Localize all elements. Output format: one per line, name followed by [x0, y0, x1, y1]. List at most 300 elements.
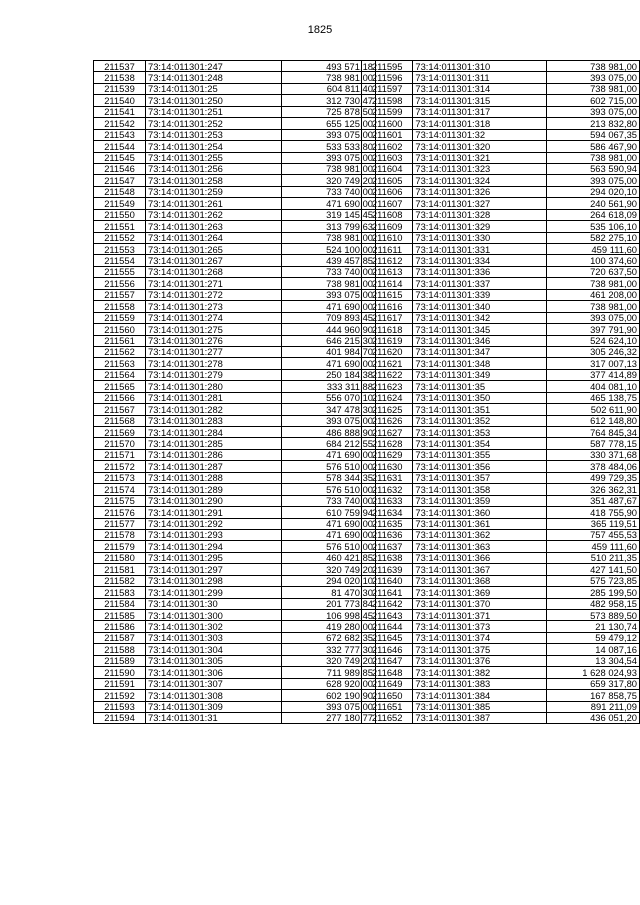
- row-number-cell: 211606: [362, 186, 413, 197]
- value-cell: 738 981,00: [282, 278, 376, 289]
- value-cell: 333 311,88: [282, 381, 376, 392]
- cadastral-number-cell: 73:14:011301:351: [413, 404, 547, 415]
- cadastral-number-cell: 73:14:011301:290: [146, 495, 282, 506]
- cadastral-number-cell: 73:14:011301:256: [146, 163, 282, 174]
- row-number-cell: 211608: [362, 209, 413, 220]
- row-number-cell: 211587: [94, 632, 146, 643]
- cadastral-number-cell: 73:14:011301:329: [413, 221, 547, 232]
- cadastral-number-cell: 73:14:011301:358: [413, 484, 547, 495]
- value-cell: 471 690,00: [282, 449, 376, 460]
- cadastral-number-cell: 73:14:011301:247: [146, 61, 282, 72]
- row-number-cell: 211636: [362, 529, 413, 540]
- cadastral-number-cell: 73:14:011301:294: [146, 541, 282, 552]
- table-row: [94, 369, 376, 380]
- row-number-cell: 211581: [94, 564, 146, 575]
- value-cell: 576 510,00: [282, 461, 376, 472]
- table-row: [362, 404, 640, 415]
- row-number-cell: 211593: [94, 701, 146, 712]
- table-row: [94, 358, 376, 369]
- table-row: [94, 472, 376, 483]
- table-row: [94, 312, 376, 323]
- cadastral-number-cell: 73:14:011301:267: [146, 255, 282, 266]
- cadastral-number-cell: 73:14:011301:366: [413, 552, 547, 563]
- cadastral-number-cell: 73:14:011301:307: [146, 678, 282, 689]
- value-cell: 81 470,30: [282, 587, 376, 598]
- row-number-cell: 211630: [362, 461, 413, 472]
- cadastral-number-cell: 73:14:011301:300: [146, 610, 282, 621]
- value-cell: 575 723,85: [547, 575, 640, 586]
- table-row: [94, 484, 376, 495]
- value-cell: 240 561,90: [547, 198, 640, 209]
- table-row: [94, 301, 376, 312]
- value-cell: 404 081,10: [547, 381, 640, 392]
- cadastral-number-cell: 73:14:011301:274: [146, 312, 282, 323]
- cadastral-number-cell: 73:14:011301:287: [146, 461, 282, 472]
- table-row: [94, 175, 376, 186]
- cadastral-number-cell: 73:14:011301:346: [413, 335, 547, 346]
- cadastral-number-cell: 73:14:011301:265: [146, 244, 282, 255]
- row-number-cell: 211614: [362, 278, 413, 289]
- table-row: [362, 484, 640, 495]
- row-number-cell: 211565: [94, 381, 146, 392]
- row-number-cell: 211604: [362, 163, 413, 174]
- row-number-cell: 211621: [362, 358, 413, 369]
- cadastral-number-cell: 73:14:011301:363: [413, 541, 547, 552]
- row-number-cell: 211585: [94, 610, 146, 621]
- table-row: [94, 255, 376, 266]
- value-cell: 524 624,10: [547, 335, 640, 346]
- value-cell: 738 981,00: [547, 152, 640, 163]
- value-cell: 738 981,00: [282, 232, 376, 243]
- value-cell: 277 180,77: [282, 712, 376, 723]
- row-number-cell: 211611: [362, 244, 413, 255]
- cadastral-number-cell: 73:14:011301:367: [413, 564, 547, 575]
- row-number-cell: 211583: [94, 587, 146, 598]
- table-row: [94, 221, 376, 232]
- value-cell: 533 533,80: [282, 141, 376, 152]
- table-row: [94, 667, 376, 678]
- value-cell: 659 317,80: [547, 678, 640, 689]
- cadastral-number-cell: 73:14:011301:264: [146, 232, 282, 243]
- table-row: [94, 644, 376, 655]
- cadastral-number-cell: 73:14:011301:382: [413, 667, 547, 678]
- cadastral-number-cell: 73:14:011301:32: [413, 129, 547, 140]
- cadastral-number-cell: 73:14:011301:298: [146, 575, 282, 586]
- row-number-cell: 211542: [94, 118, 146, 129]
- cadastral-number-cell: 73:14:011301:368: [413, 575, 547, 586]
- table-row: [362, 644, 640, 655]
- row-number-cell: 211605: [362, 175, 413, 186]
- value-cell: 317 007,13: [547, 358, 640, 369]
- table-row: [94, 335, 376, 346]
- cadastral-number-cell: 73:14:011301:281: [146, 392, 282, 403]
- row-number-cell: 211578: [94, 529, 146, 540]
- cadastral-number-cell: 73:14:011301:331: [413, 244, 547, 255]
- row-number-cell: 211568: [94, 415, 146, 426]
- value-cell: 510 211,35: [547, 552, 640, 563]
- value-cell: 499 729,35: [547, 472, 640, 483]
- table-row: [94, 701, 376, 712]
- table-row: [94, 529, 376, 540]
- row-number-cell: 211603: [362, 152, 413, 163]
- cadastral-number-cell: 73:14:011301:347: [413, 346, 547, 357]
- cadastral-number-cell: 73:14:011301:340: [413, 301, 547, 312]
- value-cell: 891 211,09: [547, 701, 640, 712]
- value-cell: 738 981,00: [547, 301, 640, 312]
- value-cell: 738 981,00: [547, 278, 640, 289]
- row-number-cell: 211613: [362, 266, 413, 277]
- cadastral-number-cell: 73:14:011301:375: [413, 644, 547, 655]
- cadastral-number-cell: 73:14:011301:352: [413, 415, 547, 426]
- value-cell: 167 858,75: [547, 690, 640, 701]
- row-number-cell: 211557: [94, 289, 146, 300]
- table-row: [362, 461, 640, 472]
- table-row: [362, 106, 640, 117]
- right-register-table: [361, 60, 640, 724]
- value-cell: 459 111,60: [547, 541, 640, 552]
- table-row: [94, 61, 376, 72]
- value-cell: 418 755,90: [547, 507, 640, 518]
- table-row: [362, 712, 640, 723]
- row-number-cell: 211601: [362, 129, 413, 140]
- table-row: [362, 552, 640, 563]
- row-number-cell: 211584: [94, 598, 146, 609]
- cadastral-number-cell: 73:14:011301:291: [146, 507, 282, 518]
- value-cell: 305 246,32: [547, 346, 640, 357]
- cadastral-number-cell: 73:14:011301:254: [146, 141, 282, 152]
- value-cell: 612 148,80: [547, 415, 640, 426]
- value-cell: 320 749,20: [282, 175, 376, 186]
- cadastral-number-cell: 73:14:011301:371: [413, 610, 547, 621]
- table-row: [362, 175, 640, 186]
- table-row: [362, 266, 640, 277]
- table-row: [94, 129, 376, 140]
- cadastral-number-cell: 73:14:011301:272: [146, 289, 282, 300]
- cadastral-number-cell: 73:14:011301:250: [146, 95, 282, 106]
- row-number-cell: 211646: [362, 644, 413, 655]
- table-row: [362, 632, 640, 643]
- value-cell: 610 759,94: [282, 507, 376, 518]
- cadastral-number-cell: 73:14:011301:355: [413, 449, 547, 460]
- value-cell: 332 777,30: [282, 644, 376, 655]
- table-row: [362, 72, 640, 83]
- row-number-cell: 211625: [362, 404, 413, 415]
- value-cell: 733 740,00: [282, 495, 376, 506]
- row-number-cell: 211618: [362, 324, 413, 335]
- cadastral-number-cell: 73:14:011301:268: [146, 266, 282, 277]
- cadastral-number-cell: 73:14:011301:345: [413, 324, 547, 335]
- value-cell: 576 510,00: [282, 484, 376, 495]
- value-cell: 201 773,84: [282, 598, 376, 609]
- cadastral-number-cell: 73:14:011301:385: [413, 701, 547, 712]
- row-number-cell: 211649: [362, 678, 413, 689]
- table-row: [94, 541, 376, 552]
- table-row: [362, 610, 640, 621]
- value-cell: 393 075,00: [282, 152, 376, 163]
- value-cell: 738 981,00: [282, 163, 376, 174]
- value-cell: 461 208,00: [547, 289, 640, 300]
- cadastral-number-cell: 73:14:011301:271: [146, 278, 282, 289]
- table-row: [94, 587, 376, 598]
- row-number-cell: 211559: [94, 312, 146, 323]
- cadastral-number-cell: 73:14:011301:361: [413, 518, 547, 529]
- row-number-cell: 211624: [362, 392, 413, 403]
- value-cell: 764 845,34: [547, 427, 640, 438]
- row-number-cell: 211629: [362, 449, 413, 460]
- cadastral-number-cell: 73:14:011301:310: [413, 61, 547, 72]
- row-number-cell: 211551: [94, 221, 146, 232]
- table-row: [94, 152, 376, 163]
- value-cell: 738 981,00: [547, 61, 640, 72]
- table-row: [94, 610, 376, 621]
- table-row: [362, 346, 640, 357]
- table-row: [362, 381, 640, 392]
- table-row: [362, 678, 640, 689]
- value-cell: 733 740,00: [282, 186, 376, 197]
- cadastral-number-cell: 73:14:011301:251: [146, 106, 282, 117]
- value-cell: 602 190,90: [282, 690, 376, 701]
- cadastral-number-cell: 73:14:011301:309: [146, 701, 282, 712]
- table-row: [94, 678, 376, 689]
- table-row: [94, 83, 376, 94]
- value-cell: 213 832,80: [547, 118, 640, 129]
- table-row: [94, 198, 376, 209]
- value-cell: 493 571,18: [282, 61, 376, 72]
- row-number-cell: 211599: [362, 106, 413, 117]
- row-number-cell: 211571: [94, 449, 146, 460]
- value-cell: 378 484,06: [547, 461, 640, 472]
- value-cell: 21 130,74: [547, 621, 640, 632]
- table-row: [362, 415, 640, 426]
- value-cell: 347 478,30: [282, 404, 376, 415]
- cadastral-number-cell: 73:14:011301:259: [146, 186, 282, 197]
- value-cell: 471 690,00: [282, 198, 376, 209]
- cadastral-number-cell: 73:14:011301:30: [146, 598, 282, 609]
- value-cell: 13 304,54: [547, 655, 640, 666]
- cadastral-number-cell: 73:14:011301:35: [413, 381, 547, 392]
- row-number-cell: 211648: [362, 667, 413, 678]
- table-row: [94, 712, 376, 723]
- cadastral-number-cell: 73:14:011301:302: [146, 621, 282, 632]
- value-cell: 586 467,90: [547, 141, 640, 152]
- cadastral-number-cell: 73:14:011301:261: [146, 198, 282, 209]
- cadastral-number-cell: 73:14:011301:285: [146, 438, 282, 449]
- table-row: [362, 61, 640, 72]
- row-number-cell: 211632: [362, 484, 413, 495]
- cadastral-number-cell: 73:14:011301:339: [413, 289, 547, 300]
- value-cell: 294 020,10: [282, 575, 376, 586]
- value-cell: 738 981,00: [547, 83, 640, 94]
- cadastral-number-cell: 73:14:011301:327: [413, 198, 547, 209]
- row-number-cell: 211556: [94, 278, 146, 289]
- table-row: [94, 346, 376, 357]
- row-number-cell: 211610: [362, 232, 413, 243]
- cadastral-number-cell: 73:14:011301:278: [146, 358, 282, 369]
- row-number-cell: 211576: [94, 507, 146, 518]
- row-number-cell: 211609: [362, 221, 413, 232]
- table-row: [94, 244, 376, 255]
- cadastral-number-cell: 73:14:011301:360: [413, 507, 547, 518]
- table-row: [362, 289, 640, 300]
- table-row: [94, 392, 376, 403]
- cadastral-number-cell: 73:14:011301:320: [413, 141, 547, 152]
- table-row: [94, 141, 376, 152]
- value-cell: 502 611,90: [547, 404, 640, 415]
- row-number-cell: 211644: [362, 621, 413, 632]
- value-cell: 646 215,30: [282, 335, 376, 346]
- table-row: [362, 438, 640, 449]
- row-number-cell: 211562: [94, 346, 146, 357]
- value-cell: 312 730,47: [282, 95, 376, 106]
- cadastral-number-cell: 73:14:011301:370: [413, 598, 547, 609]
- value-cell: 535 106,10: [547, 221, 640, 232]
- value-cell: 578 344,35: [282, 472, 376, 483]
- value-cell: 471 690,00: [282, 518, 376, 529]
- row-number-cell: 211623: [362, 381, 413, 392]
- row-number-cell: 211596: [362, 72, 413, 83]
- cadastral-number-cell: 73:14:011301:337: [413, 278, 547, 289]
- table-row: [362, 655, 640, 666]
- row-number-cell: 211572: [94, 461, 146, 472]
- row-number-cell: 211617: [362, 312, 413, 323]
- cadastral-number-cell: 73:14:011301:369: [413, 587, 547, 598]
- cadastral-number-cell: 73:14:011301:342: [413, 312, 547, 323]
- table-row: [94, 163, 376, 174]
- table-row: [362, 587, 640, 598]
- row-number-cell: 211579: [94, 541, 146, 552]
- table-row: [362, 369, 640, 380]
- table-row: [94, 266, 376, 277]
- row-number-cell: 211620: [362, 346, 413, 357]
- table-row: [94, 518, 376, 529]
- cadastral-number-cell: 73:14:011301:315: [413, 95, 547, 106]
- cadastral-number-cell: 73:14:011301:255: [146, 152, 282, 163]
- cadastral-number-cell: 73:14:011301:292: [146, 518, 282, 529]
- value-cell: 330 371,68: [547, 449, 640, 460]
- value-cell: 602 715,00: [547, 95, 640, 106]
- row-number-cell: 211643: [362, 610, 413, 621]
- value-cell: 320 749,20: [282, 655, 376, 666]
- table-row: [94, 106, 376, 117]
- table-row: [362, 163, 640, 174]
- cadastral-number-cell: 73:14:011301:317: [413, 106, 547, 117]
- cadastral-number-cell: 73:14:011301:323: [413, 163, 547, 174]
- table-row: [362, 198, 640, 209]
- table-row: [94, 621, 376, 632]
- row-number-cell: 211607: [362, 198, 413, 209]
- table-row: [362, 95, 640, 106]
- table-row: [94, 507, 376, 518]
- table-row: [94, 72, 376, 83]
- table-row: [362, 152, 640, 163]
- table-row: [94, 278, 376, 289]
- cadastral-number-cell: 73:14:011301:359: [413, 495, 547, 506]
- value-cell: 100 374,60: [547, 255, 640, 266]
- value-cell: 757 455,53: [547, 529, 640, 540]
- cadastral-number-cell: 73:14:011301:376: [413, 655, 547, 666]
- cadastral-number-cell: 73:14:011301:374: [413, 632, 547, 643]
- row-number-cell: 211582: [94, 575, 146, 586]
- cadastral-number-cell: 73:14:011301:282: [146, 404, 282, 415]
- table-row: [94, 495, 376, 506]
- table-row: [362, 529, 640, 540]
- table-row: [362, 690, 640, 701]
- row-number-cell: 211580: [94, 552, 146, 563]
- value-cell: 439 457,85: [282, 255, 376, 266]
- value-cell: 313 799,63: [282, 221, 376, 232]
- value-cell: 459 111,60: [547, 244, 640, 255]
- value-cell: 573 889,50: [547, 610, 640, 621]
- table-row: [362, 186, 640, 197]
- row-number-cell: 211569: [94, 427, 146, 438]
- value-cell: 393 075,00: [282, 415, 376, 426]
- row-number-cell: 211586: [94, 621, 146, 632]
- cadastral-number-cell: 73:14:011301:297: [146, 564, 282, 575]
- table-row: [94, 461, 376, 472]
- table-row: [94, 552, 376, 563]
- value-cell: 684 212,55: [282, 438, 376, 449]
- row-number-cell: 211640: [362, 575, 413, 586]
- cadastral-number-cell: 73:14:011301:336: [413, 266, 547, 277]
- value-cell: 672 682,35: [282, 632, 376, 643]
- value-cell: 351 487,67: [547, 495, 640, 506]
- value-cell: 471 690,00: [282, 358, 376, 369]
- value-cell: 465 138,75: [547, 392, 640, 403]
- row-number-cell: 211550: [94, 209, 146, 220]
- table-row: [362, 564, 640, 575]
- value-cell: 1 628 024,93: [547, 667, 640, 678]
- value-cell: 264 618,09: [547, 209, 640, 220]
- value-cell: 393 075,00: [547, 72, 640, 83]
- row-number-cell: 211626: [362, 415, 413, 426]
- table-row: [362, 495, 640, 506]
- cadastral-number-cell: 73:14:011301:311: [413, 72, 547, 83]
- value-cell: 460 421,85: [282, 552, 376, 563]
- value-cell: 720 637,50: [547, 266, 640, 277]
- row-number-cell: 211554: [94, 255, 146, 266]
- table-row: [362, 324, 640, 335]
- cadastral-number-cell: 73:14:011301:275: [146, 324, 282, 335]
- cadastral-number-cell: 73:14:011301:348: [413, 358, 547, 369]
- table-row: [362, 301, 640, 312]
- value-cell: 709 893,45: [282, 312, 376, 323]
- table-row: [362, 598, 640, 609]
- row-number-cell: 211635: [362, 518, 413, 529]
- table-row: [362, 358, 640, 369]
- row-number-cell: 211566: [94, 392, 146, 403]
- table-row: [94, 690, 376, 701]
- cadastral-number-cell: 73:14:011301:273: [146, 301, 282, 312]
- table-row: [94, 404, 376, 415]
- table-row: [362, 541, 640, 552]
- value-cell: 471 690,00: [282, 529, 376, 540]
- row-number-cell: 211563: [94, 358, 146, 369]
- value-cell: 294 020,10: [547, 186, 640, 197]
- cadastral-number-cell: 73:14:011301:373: [413, 621, 547, 632]
- cadastral-number-cell: 73:14:011301:305: [146, 655, 282, 666]
- value-cell: 393 075,00: [282, 289, 376, 300]
- cadastral-number-cell: 73:14:011301:276: [146, 335, 282, 346]
- row-number-cell: 211619: [362, 335, 413, 346]
- table-row: [362, 312, 640, 323]
- value-cell: 427 141,50: [547, 564, 640, 575]
- cadastral-number-cell: 73:14:011301:263: [146, 221, 282, 232]
- row-number-cell: 211638: [362, 552, 413, 563]
- value-cell: 471 690,00: [282, 301, 376, 312]
- table-row: [94, 564, 376, 575]
- value-cell: 444 960,90: [282, 324, 376, 335]
- value-cell: 250 184,38: [282, 369, 376, 380]
